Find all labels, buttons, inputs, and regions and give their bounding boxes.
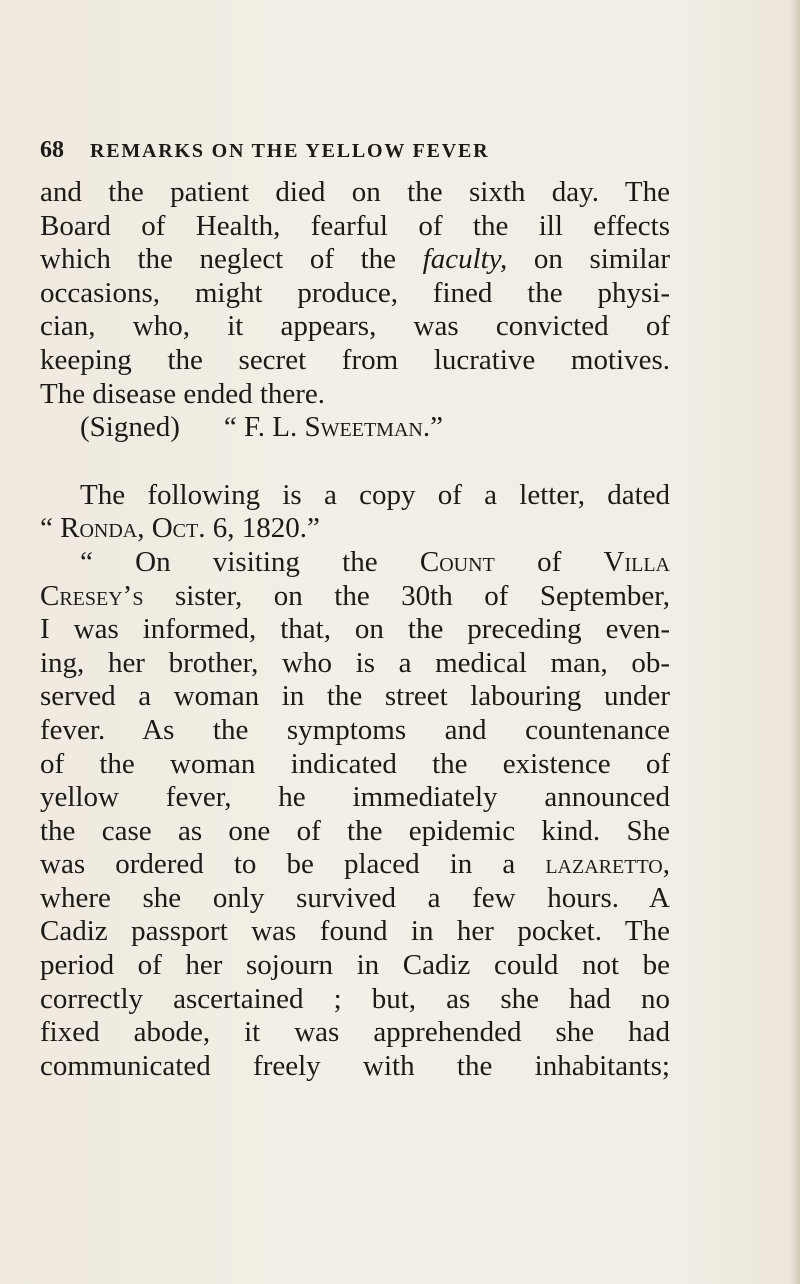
text-line (40, 243, 670, 277)
text-line: I was informed, that, on the preceding even- (40, 613, 670, 646)
italic-text: faculty, (422, 243, 508, 276)
text-line: keeping the secret from lucrative motives. (40, 343, 670, 376)
text-line: period of her sojourn in Cadiz could not be (40, 949, 670, 982)
text-span: was ordered to be placed in a (40, 848, 546, 881)
signed-label: (Signed) (80, 411, 180, 444)
page-edge-shadow (790, 0, 800, 1284)
paragraph-2 (40, 479, 670, 546)
text-line (40, 580, 670, 614)
paragraph-gap (40, 445, 670, 479)
signature-line (40, 411, 670, 445)
text-line (40, 546, 670, 580)
running-title: REMARKS ON THE YELLOW FEVER (90, 140, 490, 162)
text-line: fever. As the symptoms and countenance (40, 713, 670, 746)
paragraph-1 (40, 176, 670, 411)
text-line: correctly ascertained ; but, as she had no (40, 982, 670, 1015)
text-line: The disease ended there. (40, 377, 326, 410)
text-span: sister, on the 30th of September, (143, 579, 670, 612)
text-line: the case as one of the epidemic kind. She (40, 814, 670, 847)
signatory-name: “ F. L. Sweetman.” (223, 411, 443, 444)
text-line (40, 848, 670, 882)
text-span: which the neglect of the (40, 243, 423, 276)
small-caps-text: Count (419, 545, 495, 578)
text-line: communicated freely with the inhabitants; (40, 1049, 670, 1082)
text-line: “ Ronda, Oct. 6, 1820.” (40, 512, 320, 545)
page-number: 68 (40, 137, 64, 163)
text-line: of the woman indicated the existence of (40, 747, 670, 780)
page-body (40, 176, 670, 1083)
text-line: yellow fever, he immediately announced (40, 781, 670, 814)
text-span: of (494, 545, 604, 578)
text-line: Board of Health, fearful of the ill effects (40, 209, 670, 242)
text-span: on similar (507, 243, 670, 276)
text-span: “ On visiting the (80, 545, 420, 578)
text-line: where she only survived a few hours. A (40, 881, 670, 914)
text-line: served a woman in the street labouring under (40, 680, 670, 713)
text-line: and the patient died on the sixth day. The (40, 176, 670, 208)
text-line: The following is a copy of a letter, dated (80, 478, 670, 511)
small-caps-text: Cresey’s (40, 579, 144, 612)
text-line: cian, who, it appears, was convicted of (40, 310, 670, 343)
text-line: ing, her brother, who is a medical man, ob- (40, 646, 670, 679)
paragraph-3 (40, 546, 670, 1084)
text-line: Cadiz passport was found in her pocket. The (40, 915, 670, 948)
small-caps-text: Villa (603, 545, 670, 578)
text-line: fixed abode, it was apprehended she had (40, 1016, 670, 1049)
text-line: occasions, might produce, fined the physi- (40, 276, 670, 309)
small-caps-text: lazaretto, (545, 848, 670, 881)
page-header (40, 134, 660, 166)
